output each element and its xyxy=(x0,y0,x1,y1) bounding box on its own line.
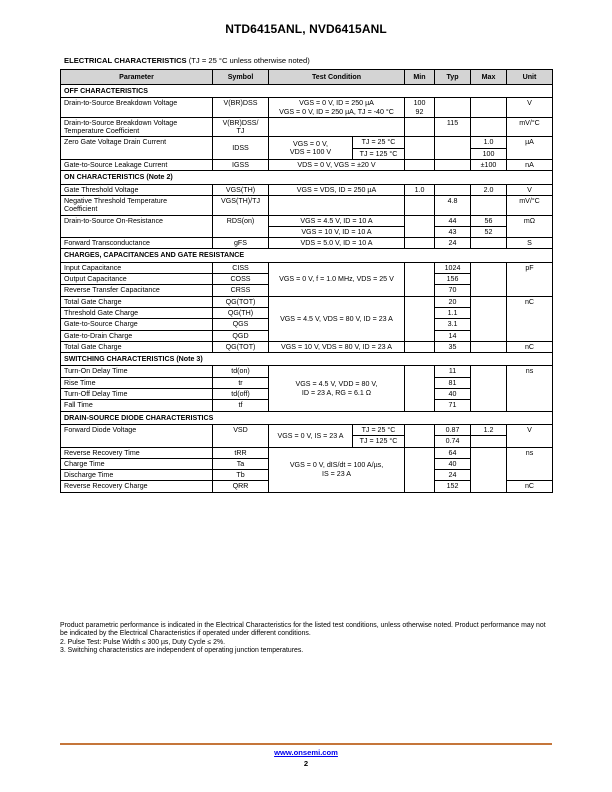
unit-cell: nA xyxy=(507,160,553,171)
section-label: OFF CHARACTERISTICS xyxy=(61,85,553,98)
min-cell xyxy=(405,137,435,160)
header-row xyxy=(61,70,553,85)
param-line: Coefficient xyxy=(64,205,98,214)
typ-cell: 81 xyxy=(435,377,471,388)
typ-cell xyxy=(435,184,471,195)
max-cell: ±100 xyxy=(471,160,507,171)
condition-cell xyxy=(269,366,405,411)
header-parameter: Parameter xyxy=(61,70,213,85)
symbol-cell: QRR xyxy=(213,481,269,492)
param-cell: Reverse Recovery Time xyxy=(61,447,213,458)
min-cell xyxy=(405,160,435,171)
note-3: 3. Switching characteristics are independent of operating junction temperatures. xyxy=(60,646,304,654)
min-value: 100 xyxy=(413,99,426,108)
max-cell xyxy=(471,436,507,447)
section-row-diode xyxy=(61,411,553,424)
typ-cell: 40 xyxy=(435,458,471,469)
section-label: ON CHARACTERISTICS (Note 2) xyxy=(61,171,553,184)
min-cell xyxy=(405,238,435,249)
condition-cell xyxy=(269,117,405,137)
condition-cell: VGS = 4.5 V, ID = 10 A xyxy=(269,215,405,226)
section-row-on xyxy=(61,171,553,184)
typ-cell: 152 xyxy=(435,481,471,492)
max-cell xyxy=(471,296,507,341)
condition-cell: VDS = 0 V, VGS = ±20 V xyxy=(269,160,405,171)
section-row-switching xyxy=(61,353,553,366)
typ-cell: 24 xyxy=(435,238,471,249)
typ-cell: 20 xyxy=(435,296,471,307)
unit-cell: pF xyxy=(507,262,553,296)
table-row xyxy=(61,215,553,226)
typ-cell: 24 xyxy=(435,470,471,481)
param-line: Drain-to-Source Breakdown Voltage xyxy=(64,118,178,127)
symbol-cell: VGS(TH)/TJ xyxy=(213,195,269,215)
condition-cell: VGS = 10 V, VDS = 80 V, ID = 23 A xyxy=(269,341,405,352)
symbol-cell: VSD xyxy=(213,424,269,447)
max-cell: 2.0 xyxy=(471,184,507,195)
condition-cell: VDS = 5.0 V, ID = 10 A xyxy=(269,238,405,249)
unit-cell: nC xyxy=(507,341,553,352)
max-cell: 1.2 xyxy=(471,424,507,435)
condition-cell: VGS = 0 V, f = 1.0 MHz, VDS = 25 V xyxy=(269,262,405,296)
table-row xyxy=(61,296,553,307)
param-cell: Forward Diode Voltage xyxy=(61,424,213,447)
symbol-cell: tr xyxy=(213,377,269,388)
param-cell: Drain-to-Source On-Resistance xyxy=(61,215,213,238)
symbol-cell xyxy=(213,117,269,137)
note-2: 2. Pulse Test: Pulse Width ≤ 300 µs, Duty Cycle ≤ 2%. xyxy=(60,638,225,646)
param-cell: Drain-to-Source Breakdown Voltage xyxy=(61,98,213,118)
symbol-cell: IDSS xyxy=(213,137,269,160)
param-cell: Reverse Recovery Charge xyxy=(61,481,213,492)
tj-cell: TJ = 25 °C xyxy=(353,137,405,148)
typ-cell: 35 xyxy=(435,341,471,352)
typ-cell: 40 xyxy=(435,389,471,400)
param-cell: Zero Gate Voltage Drain Current xyxy=(61,137,213,160)
min-cell xyxy=(405,195,435,215)
table-row xyxy=(61,184,553,195)
param-cell: Total Gate Charge xyxy=(61,296,213,307)
min-cell xyxy=(405,117,435,137)
condition-cell xyxy=(269,98,405,118)
table-row xyxy=(61,424,553,435)
symbol-line: V(BR)DSS/ xyxy=(222,118,259,127)
typ-cell: 0.74 xyxy=(435,436,471,447)
min-cell xyxy=(405,262,435,296)
unit-cell: ns xyxy=(507,366,553,411)
unit-cell: nC xyxy=(507,481,553,492)
website-link[interactable]: www.onsemi.com xyxy=(274,748,338,757)
min-cell: 1.0 xyxy=(405,184,435,195)
max-cell: 1.0 xyxy=(471,137,507,148)
table-row xyxy=(61,117,553,137)
symbol-cell: QG(TOT) xyxy=(213,341,269,352)
typ-cell: 0.87 xyxy=(435,424,471,435)
condition-line: VGS = 4.5 V, VDD = 80 V, xyxy=(295,380,378,389)
page-number: 2 xyxy=(303,759,309,768)
param-cell: Discharge Time xyxy=(61,470,213,481)
condition-line: ID = 23 A, RG = 6.1 Ω xyxy=(301,388,372,397)
condition-cell: VGS = 0 V, IS = 23 A xyxy=(269,424,353,447)
param-cell: Gate-to-Source Leakage Current xyxy=(61,160,213,171)
typ-cell: 14 xyxy=(435,330,471,341)
param-cell: Charge Time xyxy=(61,458,213,469)
typ-cell: 1.1 xyxy=(435,307,471,318)
header-max: Max xyxy=(471,70,507,85)
max-cell xyxy=(471,262,507,296)
symbol-cell: COSS xyxy=(213,274,269,285)
symbol-cell: RDS(on) xyxy=(213,215,269,238)
param-cell: Output Capacitance xyxy=(61,274,213,285)
condition-line: VGS = 0 V, xyxy=(292,139,329,148)
typ-cell: 156 xyxy=(435,274,471,285)
symbol-cell: tf xyxy=(213,400,269,411)
max-cell: 56 xyxy=(471,215,507,226)
symbol-cell: CRSS xyxy=(213,285,269,296)
symbol-cell: tRR xyxy=(213,447,269,458)
unit-cell: S xyxy=(507,238,553,249)
disclaimer-text: Product parametric performance is indicated in the Electrical Characteristics for the listed test conditions, unless otherwise noted. Product performance may not be indicated by the Electrical Characteristics if operated under different conditions. xyxy=(60,622,546,638)
unit-cell: mΩ xyxy=(507,215,553,238)
max-cell xyxy=(471,238,507,249)
param-cell: Gate-to-Source Charge xyxy=(61,319,213,330)
symbol-cell: QGS xyxy=(213,319,269,330)
typ-cell: 70 xyxy=(435,285,471,296)
tj-cell: TJ = 25 °C xyxy=(353,424,405,435)
condition-cell xyxy=(269,137,353,160)
param-line: Negative Threshold Temperature xyxy=(64,196,168,205)
min-cell xyxy=(405,341,435,352)
symbol-line: TJ xyxy=(236,127,245,136)
symbol-cell: VGS(TH) xyxy=(213,184,269,195)
symbol-cell: IGSS xyxy=(213,160,269,171)
symbol-cell: td(off) xyxy=(213,389,269,400)
max-cell xyxy=(471,366,507,411)
electrical-characteristics-table xyxy=(60,69,553,493)
condition-cell: VGS = 4.5 V, VDS = 80 V, ID = 23 A xyxy=(269,296,405,341)
section-heading xyxy=(64,56,310,65)
typ-cell xyxy=(435,137,471,160)
section-condition: (TJ = 25 °C unless otherwise noted) xyxy=(186,56,310,65)
table-row xyxy=(61,98,553,118)
condition-line: VGS = 0 V, dIS/dt = 100 A/µs, xyxy=(289,461,384,470)
header-unit: Unit xyxy=(507,70,553,85)
section-label: SWITCHING CHARACTERISTICS (Note 3) xyxy=(61,353,553,366)
typ-cell: 43 xyxy=(435,226,471,237)
min-value: 92 xyxy=(415,107,424,116)
notes-block xyxy=(60,622,552,655)
symbol-cell: V(BR)DSS xyxy=(213,98,269,118)
symbol-cell: Tb xyxy=(213,470,269,481)
max-cell: 52 xyxy=(471,226,507,237)
unit-cell: mV/°C xyxy=(507,117,553,137)
condition-line: VDS = 100 V xyxy=(289,148,332,157)
table-row xyxy=(61,341,553,352)
condition-line: VGS = 0 V, ID = 250 µA xyxy=(299,99,374,108)
param-cell: Turn-On Delay Time xyxy=(61,366,213,377)
min-cell xyxy=(405,366,435,411)
param-cell: Threshold Gate Charge xyxy=(61,307,213,318)
tj-cell: TJ = 125 °C xyxy=(353,148,405,159)
param-cell: Total Gate Charge xyxy=(61,341,213,352)
tj-cell: TJ = 125 °C xyxy=(353,436,405,447)
typ-cell: 44 xyxy=(435,215,471,226)
condition-cell xyxy=(269,195,405,215)
symbol-cell: td(on) xyxy=(213,366,269,377)
unit-cell: µA xyxy=(507,137,553,160)
min-cell xyxy=(405,447,435,492)
section-row-charges xyxy=(61,249,553,262)
table-row xyxy=(61,262,553,273)
typ-cell: 64 xyxy=(435,447,471,458)
max-cell xyxy=(471,195,507,215)
param-cell: Input Capacitance xyxy=(61,262,213,273)
param-cell: Rise Time xyxy=(61,377,213,388)
document-title: NTD6415ANL, NVD6415ANL xyxy=(225,22,387,36)
header-condition: Test Condition xyxy=(269,70,405,85)
max-cell xyxy=(471,98,507,118)
table-row xyxy=(61,160,553,171)
max-cell xyxy=(471,341,507,352)
typ-cell: 71 xyxy=(435,400,471,411)
condition-cell: VGS = VDS, ID = 250 µA xyxy=(269,184,405,195)
param-cell: Forward Transconductance xyxy=(61,238,213,249)
param-cell: Turn-Off Delay Time xyxy=(61,389,213,400)
condition-line: VGS = 0 V, ID = 250 µA, TJ = -40 °C xyxy=(279,107,394,116)
min-cell xyxy=(405,98,435,118)
typ-cell xyxy=(435,160,471,171)
max-cell xyxy=(471,447,507,492)
table-row xyxy=(61,366,553,377)
typ-cell: 1024 xyxy=(435,262,471,273)
typ-cell: 115 xyxy=(435,117,471,137)
unit-cell: V xyxy=(507,98,553,118)
table-row xyxy=(61,238,553,249)
table-row xyxy=(61,447,553,458)
param-cell xyxy=(61,117,213,137)
symbol-cell: gFS xyxy=(213,238,269,249)
unit-cell: ns xyxy=(507,447,553,481)
section-row-off xyxy=(61,85,553,98)
param-cell: Gate Threshold Voltage xyxy=(61,184,213,195)
symbol-cell: QG(TH) xyxy=(213,307,269,318)
max-cell xyxy=(471,117,507,137)
header-min: Min xyxy=(405,70,435,85)
condition-line: IS = 23 A xyxy=(322,469,351,478)
typ-cell xyxy=(435,98,471,118)
section-label: DRAIN-SOURCE DIODE CHARACTERISTICS xyxy=(61,411,553,424)
condition-cell: VGS = 10 V, ID = 10 A xyxy=(269,226,405,237)
param-cell: Gate-to-Drain Charge xyxy=(61,330,213,341)
typ-cell: 4.8 xyxy=(435,195,471,215)
unit-cell: V xyxy=(507,424,553,447)
min-cell xyxy=(405,296,435,341)
unit-cell: V xyxy=(507,184,553,195)
symbol-cell: Ta xyxy=(213,458,269,469)
symbol-cell: QGD xyxy=(213,330,269,341)
param-cell xyxy=(61,195,213,215)
min-cell xyxy=(405,424,435,447)
condition-cell xyxy=(269,447,405,492)
symbol-cell: QG(TOT) xyxy=(213,296,269,307)
header-typ: Typ xyxy=(435,70,471,85)
param-cell: Reverse Transfer Capacitance xyxy=(61,285,213,296)
table-row xyxy=(61,137,553,148)
param-cell: Fall Time xyxy=(61,400,213,411)
unit-cell: nC xyxy=(507,296,553,341)
typ-cell: 3.1 xyxy=(435,319,471,330)
section-label: CHARGES, CAPACITANCES AND GATE RESISTANCE xyxy=(61,249,553,262)
max-cell: 100 xyxy=(471,148,507,159)
table-row xyxy=(61,195,553,215)
min-cell xyxy=(405,215,435,238)
symbol-cell: CISS xyxy=(213,262,269,273)
typ-cell: 11 xyxy=(435,366,471,377)
unit-cell: mV/°C xyxy=(507,195,553,215)
section-title: ELECTRICAL CHARACTERISTICS xyxy=(64,56,187,65)
param-line: Temperature Coefficient xyxy=(64,127,140,136)
header-symbol: Symbol xyxy=(213,70,269,85)
footer-divider xyxy=(60,743,552,745)
